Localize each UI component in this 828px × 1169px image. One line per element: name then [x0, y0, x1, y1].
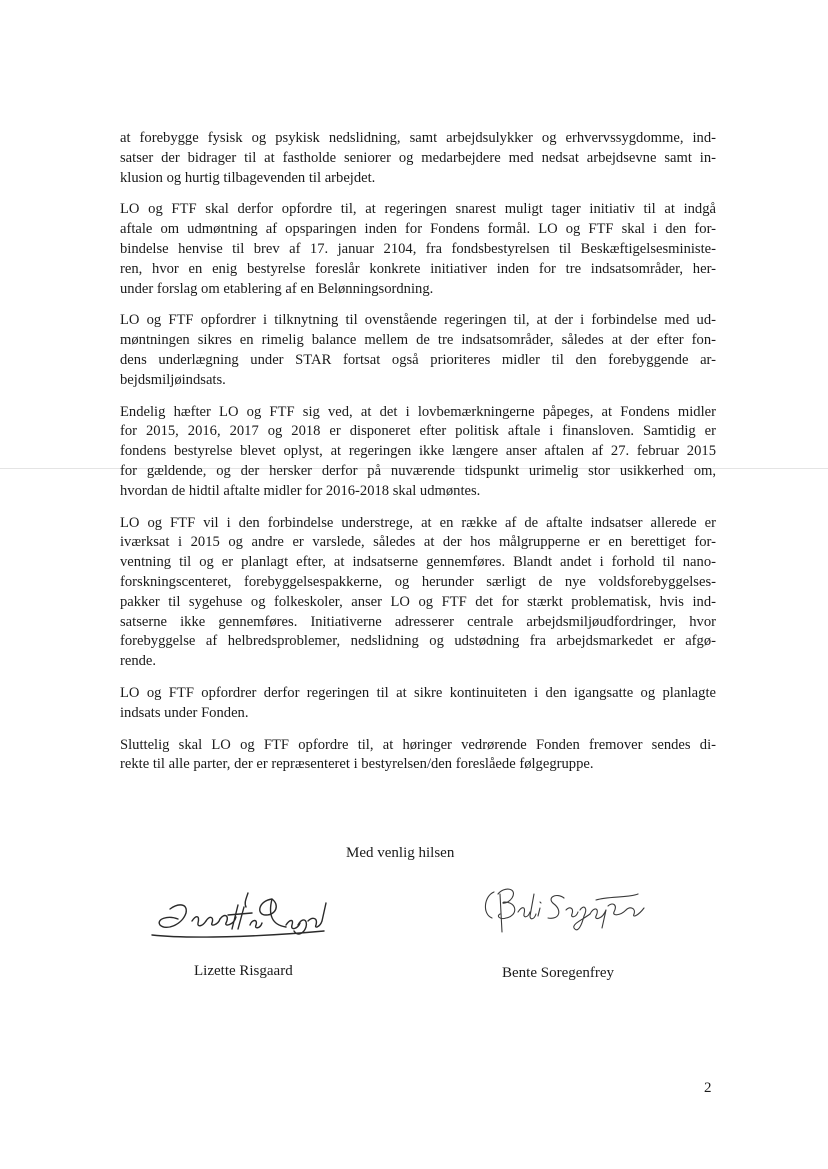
text-line: aftale om udmøntning af opsparingen inden for Fondens formål. LO og FTF skal i den for- — [120, 221, 716, 238]
paragraph-6 — [120, 684, 716, 724]
text-line: satser der bidrager til at fastholde seniorer og medarbejdere med nedsat arbejdsevne samt in- — [120, 149, 716, 166]
text-line: pakker til sygehuse og folkeskoler, anser LO og FTF det for stærkt problematisk, hvis ind- — [120, 593, 716, 610]
paragraph-7 — [120, 736, 716, 776]
paragraph-2 — [120, 200, 716, 299]
text-line: forskningscenteret, forebyggelsespakkerne, og herunder særligt de nye voldsforebyggelses- — [120, 573, 716, 590]
text-line: indsats under Fonden. — [120, 704, 249, 721]
paragraph-4 — [120, 403, 716, 502]
signature-bente-soregenfrey — [478, 880, 658, 950]
text-line: bindelse henvise til brev af 17. januar 2104, fra fondsbestyrelsen til Beskæftigelsesministe- — [120, 240, 716, 257]
text-line: LO og FTF opfordrer derfor regeringen til at sikre kontinuiteten i den igangsatte og planlagte — [120, 684, 716, 701]
paragraph-5 — [120, 514, 716, 672]
letter-body — [120, 129, 716, 787]
signer-name-2: Bente Soregenfrey — [502, 965, 615, 981]
text-line: iværksat i 2015 og andre er varslede, således at der hos målgrupperne er en berettiget for- — [120, 534, 716, 551]
text-line: under forslag om etablering af en Belønningsordning. — [120, 280, 434, 297]
text-line: bejdsmiljøindsats. — [120, 371, 226, 388]
text-line: for 2015, 2016, 2017 og 2018 er disponeret efter politisk aftale i finansloven. Samtidig er — [120, 423, 716, 440]
text-line: hvordan de hidtil aftalte midler for 2016-2018 skal udmøntes. — [120, 482, 481, 499]
text-line: møntningen sikres en rimelig balance mellem de tre indsatsområder, således at der efter fon- — [120, 332, 716, 349]
page-number: 2 — [704, 1080, 712, 1096]
paragraph-1 — [120, 129, 716, 188]
text-line: Endelig hæfter LO og FTF sig ved, at det i lovbemærkningerne påpeges, at Fondens midler — [120, 403, 716, 420]
text-line: for gældende, og der hersker derfor på nuværende tidspunkt urimelig stor usikkerhed om, — [120, 462, 716, 479]
text-line: klusion og hurtig tilbagevenden til arbejdet. — [120, 169, 376, 186]
text-line: fondens bestyrelse blevet oplyst, at regeringen ikke længere anser aftalen af 27. februar 2015 — [120, 443, 716, 460]
text-line: forebyggelse af helbredsproblemer, nedslidning og udstødning fra arbejdsmarkedet er afgø- — [120, 633, 716, 650]
text-line: rende. — [120, 653, 157, 670]
text-line: dens underlægning under STAR fortsat også prioriteres midler til den forebyggende ar- — [120, 351, 716, 368]
closing-salutation: Med venlig hilsen — [346, 845, 455, 861]
text-line: satserne ikke gennemføres. Initiativerne adresserer centrale arbejdsmiljøudfordringer, hvor — [120, 613, 716, 630]
paragraph-3 — [120, 311, 716, 390]
text-line: Sluttelig skal LO og FTF opfordre til, at høringer vedrørende Fonden fremover sendes di- — [120, 736, 716, 753]
text-line: LO og FTF skal derfor opfordre til, at regeringen snarest muligt tager initiativ til at indgå — [120, 201, 716, 218]
text-line: LO og FTF opfordrer i tilknytning til ovenstående regeringen til, at der i forbindelse med ud- — [120, 312, 716, 329]
signer-name-1: Lizette Risgaard — [194, 963, 293, 979]
signature-lizette-risgaard — [148, 885, 348, 955]
text-line: ventning til og er planlagt efter, at indsatserne gennemføres. Blandt andet i forhold til nano- — [120, 554, 716, 571]
text-line: at forebygge fysisk og psykisk nedslidning, samt arbejdsulykker og erhvervssygdomme, ind- — [120, 130, 716, 146]
text-line: rekte til alle parter, der er repræsenteret i bestyrelsen/den foreslåede følgegruppe. — [120, 756, 594, 773]
text-line: ren, hvor en enig bestyrelse foreslår konkrete initiativer inden for tre indsatsområder, her- — [120, 260, 716, 277]
text-line: LO og FTF vil i den forbindelse understrege, at en række af de aftalte indsatser allerede er — [120, 514, 716, 531]
